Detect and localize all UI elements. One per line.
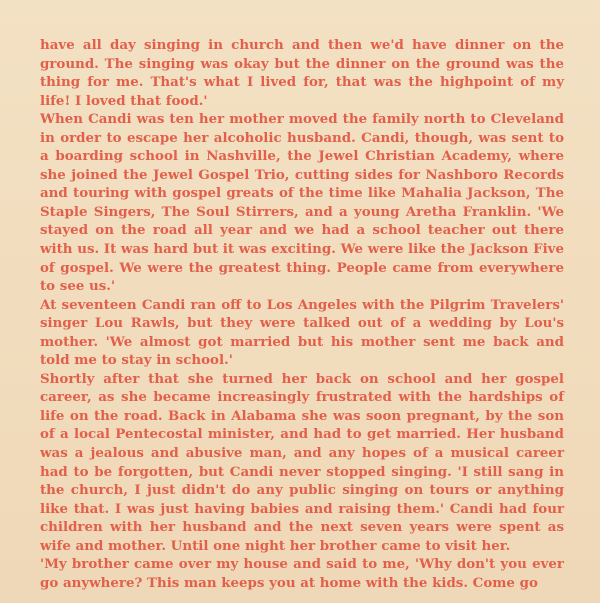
paragraph-3: At seventeen Candi ran off to Los Angeles with the Pilgrim Travelers' singer Lou Rawls, but they were talked out of a wedding by Lou's mother. 'We almost got married but his mother sent me back and told me to stay in school.' [40,296,564,369]
paragraph-1: have all day singing in church and then we'd have dinner on the ground. The singing was okay but the dinner on the ground was the thing for me. That's what I lived for, that was the highpoint of my life! I loved that food.' [40,37,564,109]
paragraph-5: 'My brother came over my house and said to me, 'Why don't you ever go anywhere? This man keeps you at home with the kids. Come go [40,556,564,591]
paragraph-2: When Candi was ten her mother moved the family north to Cleveland in order to escape her alcoholic husband. Candi, though, was sent to a boarding school in Nashville, the Jewel Christian Academy, where she joined the Jewel Gospel Trio, cutting sides for Nashboro Records and touring with gospel greats of the time like Mahalia Jackson, The Staple Singers, The Soul Stirrers, and a young Aretha Franklin. 'We stayed on the road all year and we had a school teacher out there with us. It was hard but it was exciting. We were like the Jackson Five of gospel. We were the greatest thing. People came from everywhere to see us.' [40,111,564,295]
body-text [40,36,564,592]
paragraph-4: Shortly after that she turned her back on school and her gospel career, as she became increasingly frustrated with the hardships of life on the road. Back in Alabama she was soon pregnant, by the son of a local Pentecostal minister, and had to get married. Her husband was a jealous and abusive man, and any hopes of a musical career had to be forgotten, but Candi never stopped singing. 'I still sang in the church, I just didn't do any public singing on tours or anything like that. I was just having babies and raising them.' Candi had four children with her husband and the next seven years were spent as wife and mother. Until one night her brother came to visit her. [40,370,564,554]
